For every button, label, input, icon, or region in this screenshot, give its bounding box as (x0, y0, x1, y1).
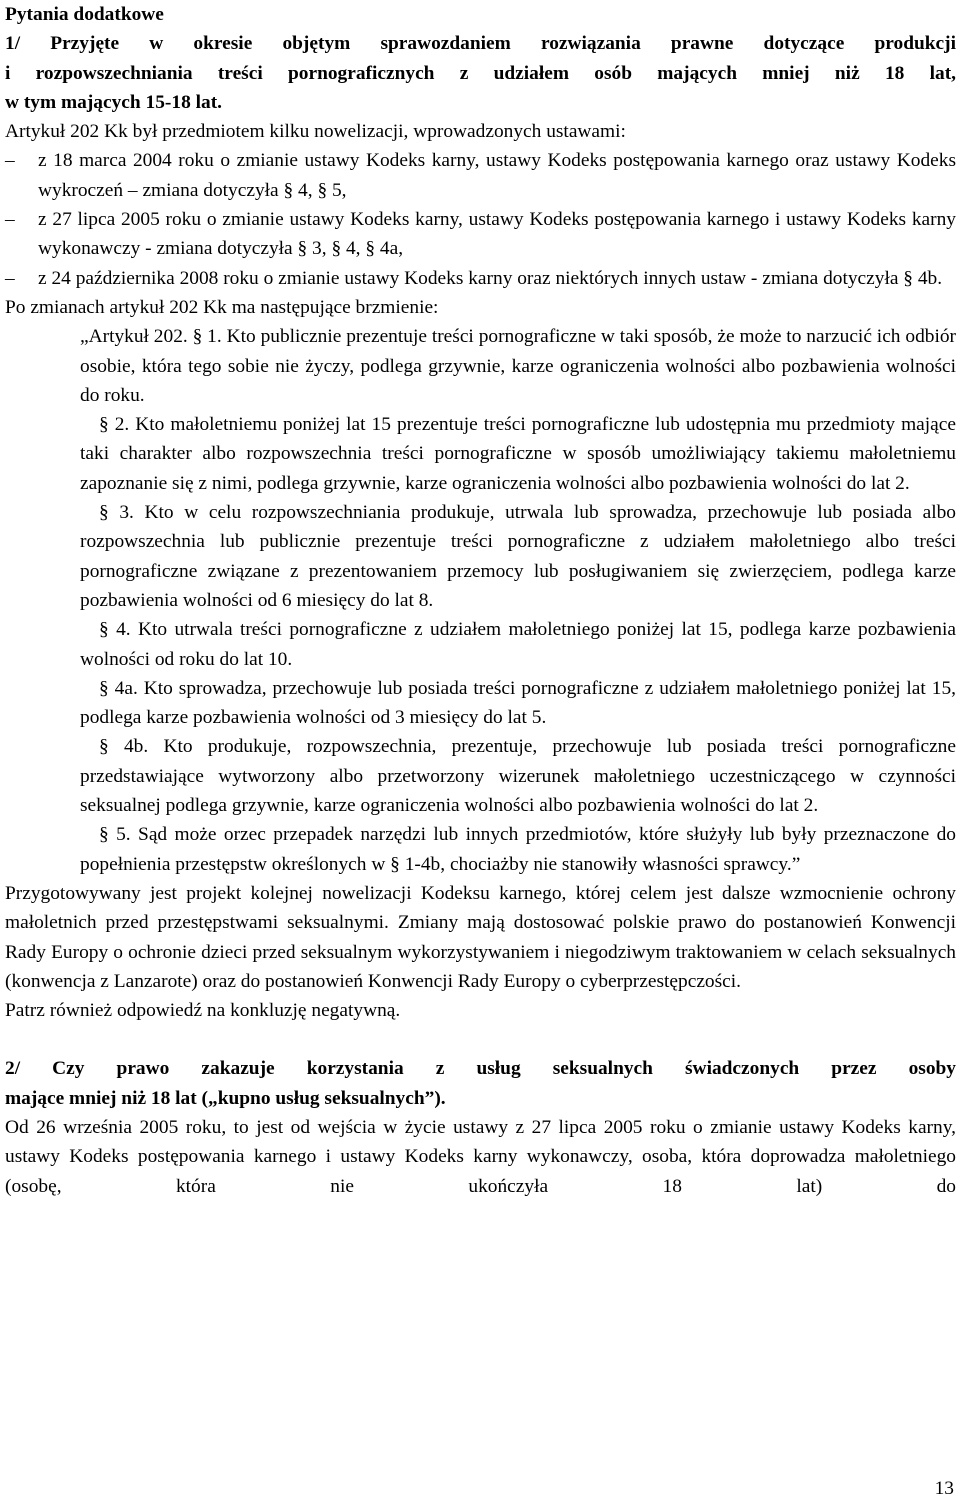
page-number: 13 (934, 1478, 954, 1499)
article-paragraph: „Artykuł 202. § 1. Kto publicznie prezentuje treści pornograficzne w taki sposób, że może to narzucić ich odbiór osobie, która tego sobie nie życzy, podlega grzywnie, karze ograniczenia wolności albo pozbawienia wolności do roku. (80, 326, 956, 406)
question-2-body: Od 26 września 2005 roku, to jest od wejścia w życie ustawy z 27 lipca 2005 roku o zmianie ustawy Kodeks karny, ustawy Kodeks postępowania karnego i ustawy Kodeks karny wykonawczy, osoba, która doprowadza małoletniego (osobę, która nie ukończyła 18 lat) do (5, 1116, 956, 1197)
dash-bullet: – (5, 267, 15, 289)
question-2-title-line-2: mające mniej niż 18 lat („kupno usług seksualnych”). (5, 1087, 446, 1109)
amendment-item (5, 146, 956, 205)
dash-bullet: – (5, 209, 15, 231)
article-paragraph: § 4b. Kto produkuje, rozpowszechnia, prezentuje, przechowuje lub posiada treści pornograficzne przedstawiające wytworzony albo przetworzony wizerunek małoletniego uczestniczącego w czynności seksualnej podlega grzywnie, karze ograniczenia wolności albo pozbawienia wolności do lat 2. (80, 736, 956, 817)
question-1-title-line-3: w tym mających 15-18 lat. (5, 91, 223, 113)
article-paragraph: § 3. Kto w celu rozpowszechniania produkuje, utrwala lub sprowadza, przechowuje lub posiada albo rozpowszechnia lub publicznie prezentuje treści pornograficzne z udziałem małoletniego albo treści pornograficzne związane z prezentowaniem przemocy lub posługiwaniem się zwierzęciem, podlega karze pozbawienia wolności od 6 miesięcy do lat 8. (80, 502, 956, 611)
article-paragraph: § 2. Kto małoletniemu poniżej lat 15 prezentuje treści pornograficzne lub udostępnia mu przedmioty mające taki charakter albo rozpowszechnia treści pornograficzne w sposób umożliwiający takiemu małoletniemu zapoznanie się z nimi, podlega grzywnie, karze ograniczenia wolności albo pozbawienia wolności do lat 2. (80, 414, 956, 494)
amendment-text: z 18 marca 2004 roku o zmianie ustawy Kodeks karny, ustawy Kodeks postępowania karnego oraz ustawy Kodeks wykroczeń – zmiana dotyczyła § 4, § 5, (38, 150, 956, 201)
article-paragraph: § 4a. Kto sprowadza, przechowuje lub posiada treści pornograficzne z udziałem małoletniego poniżej lat 15, podlega karze pozbawienia wolności od 3 miesięcy do lat 5. (80, 677, 956, 729)
article-paragraph: § 5. Sąd może orzec przepadek narzędzi lub innych przedmiotów, które służyły lub były przeznaczone do popełnienia przestępstw określonych w § 1-4b, chociażby nie stanowiły własności sprawcy.” (80, 824, 956, 875)
see-also-paragraph: Patrz również odpowiedź na konkluzję negatywną. (5, 1000, 401, 1022)
amendment-item (5, 264, 956, 293)
amendment-text: z 24 października 2008 roku o zmianie ustawy Kodeks karny oraz niektórych innych ustaw - zmiana dotyczyła § 4b. (38, 267, 943, 289)
document-page (5, 0, 956, 1201)
article-paragraph: § 4. Kto utrwala treści pornograficzne z udziałem małoletniego poniżej lat 15, podlega karze pozbawienia wolności od roku do lat 10. (80, 619, 956, 670)
project-paragraph: Przygotowywany jest projekt kolejnej nowelizacji Kodeksu karnego, której celem jest dalsze wzmocnienie ochrony małoletnich przed przestępstwami seksualnymi. Zmiany mają dostosować polskie prawo do postanowień Konwencji Rady Europy o ochronie dzieci przed seksualnym wykorzystywaniem i niegodziwym traktowaniem w celach seksualnych (konwencja z Lanzarote) oraz do postanowień Konwencji Rady Europy o cyberprzestępczości. (5, 882, 956, 992)
question-1-title-line-2: i rozpowszechniania treści pornograficznych z udziałem osób mających mniej niż 18 lat, (5, 62, 956, 84)
amendment-text: z 27 lipca 2005 roku o zmianie ustawy Kodeks karny, ustawy Kodeks postępowania karnego i ustawy Kodeks karny wykonawczy - zmiana dotyczyła § 3, § 4, § 4a, (38, 209, 956, 260)
dash-bullet: – (5, 150, 15, 172)
question-2-title-line-1: 2/ Czy prawo zakazuje korzystania z usług seksualnych świadczonych przez osoby (5, 1058, 956, 1080)
spacer (5, 1025, 956, 1054)
after-changes-text: Po zmianach artykuł 202 Kk ma następujące brzmienie: (5, 296, 439, 318)
section-heading: Pytania dodatkowe (5, 4, 164, 25)
amendment-item (5, 205, 956, 264)
question-1-title-line-1: 1/ Przyjęte w okresie objętym sprawozdaniem rozwiązania prawne dotyczące produkcji (5, 33, 956, 55)
amendments-intro: Artykuł 202 Kk był przedmiotem kilku nowelizacji, wprowadzonych ustawami: (5, 121, 626, 143)
